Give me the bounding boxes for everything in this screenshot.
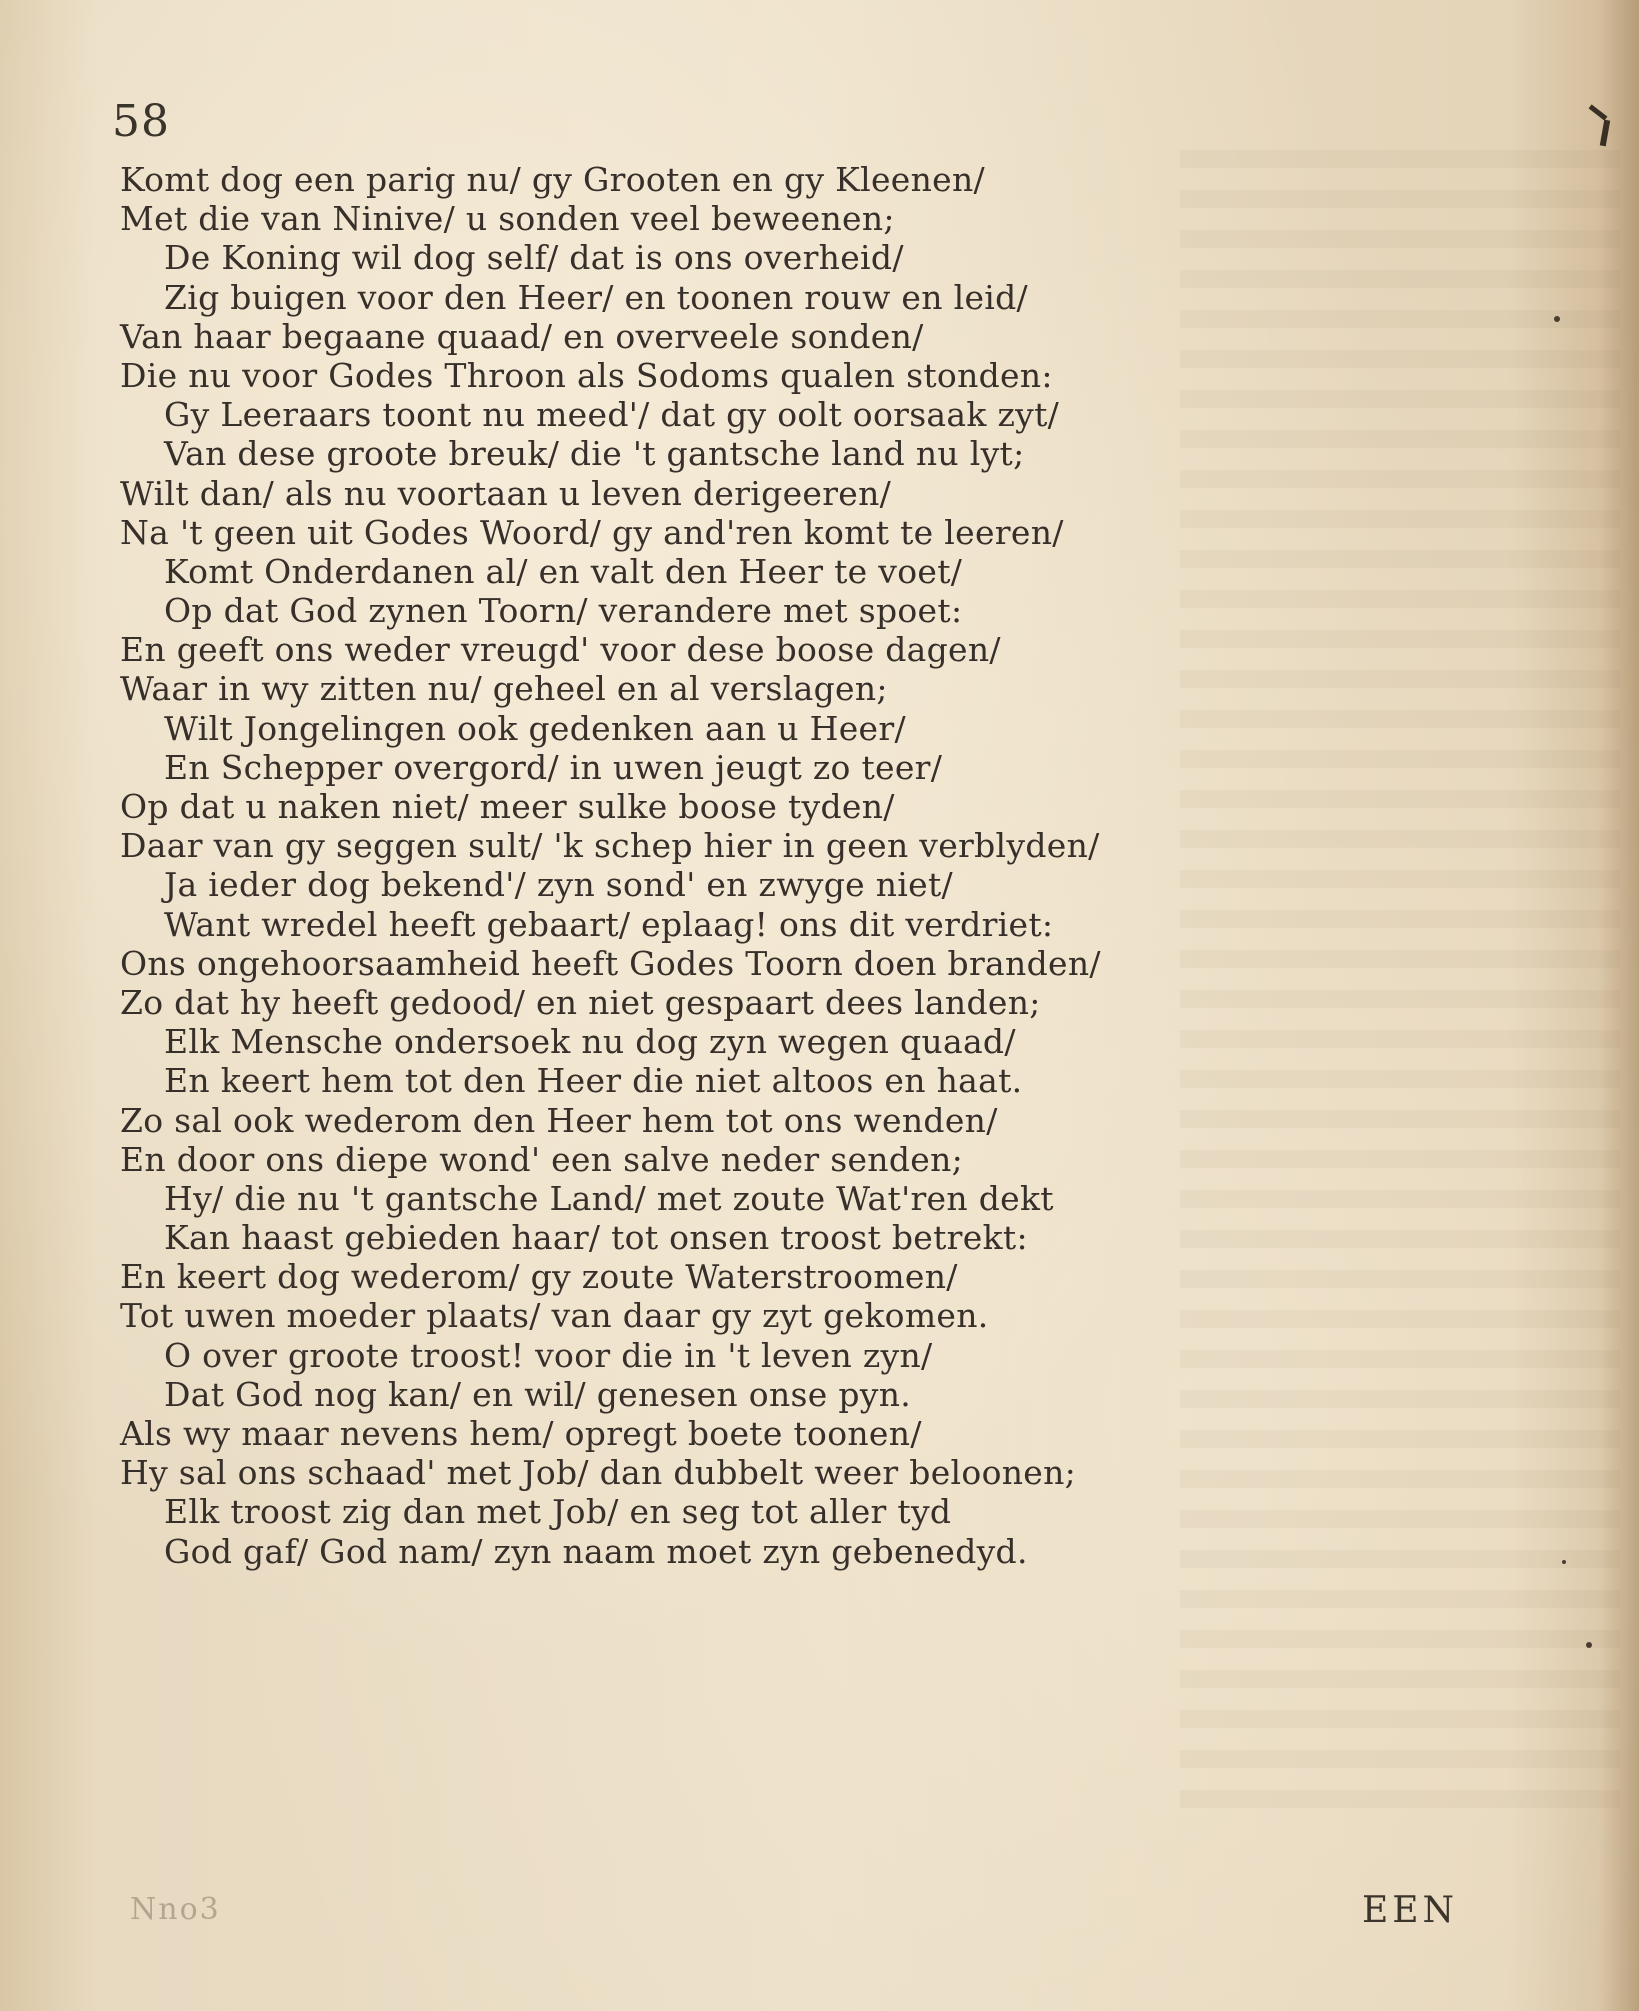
poem-line: Elk troost zig dan met Job/ en seg tot aller tyd	[164, 1492, 952, 1532]
poem-line: O over groote troost! voor die in 't leven zyn/	[164, 1335, 933, 1375]
poem-line: Waar in wy zitten nu/ geheel en al verslagen;	[120, 669, 888, 709]
poem-line: Komt dog een parig nu/ gy Grooten en gy Kleenen/	[120, 160, 985, 199]
poem-line: Hy sal ons schaad' met Job/ dan dubbelt weer beloonen;	[120, 1453, 1077, 1493]
poem-line: En Schepper overgord/ in uwen jeugt zo teer/	[164, 747, 943, 787]
poem-line: Na 't geen uit Godes Woord/ gy and'ren komt te leeren/	[120, 512, 1064, 552]
ink-spot	[1586, 1642, 1592, 1648]
show-through-text	[1180, 150, 1620, 1810]
ink-spot	[1562, 1560, 1566, 1564]
poem-line: Van dese groote breuk/ die 't gantsche land nu lyt;	[164, 434, 1025, 474]
poem-line: Van haar begaane quaad/ en overveele sonden/	[120, 316, 924, 356]
poem-line: De Koning wil dog self/ dat is ons overheid/	[164, 238, 904, 278]
poem-line: Elk Mensche ondersoek nu dog zyn wegen quaad/	[164, 1022, 1016, 1062]
poem-line: Zo dat hy heeft gedood/ en niet gespaart dees landen;	[120, 982, 1041, 1022]
poem-line: Op dat u naken niet/ meer sulke boose tyden/	[120, 787, 895, 826]
poem-line: Ja ieder dog bekend'/ zyn sond' en zwyge niet/	[164, 865, 953, 905]
poem-line: Hy/ die nu 't gantsche Land/ met zoute Wat'ren dekt	[164, 1178, 1054, 1218]
poem-line: God gaf/ God nam/ zyn naam moet zyn gebenedyd.	[164, 1531, 1028, 1571]
poem-line: En geeft ons weder vreugd' voor dese boose dagen/	[120, 630, 1001, 670]
poem-line: Kan haast gebieden haar/ tot onsen troost betrekt:	[164, 1218, 1028, 1258]
page-number: 58	[112, 96, 170, 147]
poem-line: Ons ongehoorsaamheid heeft Godes Toorn doen branden/	[120, 943, 1101, 983]
poem-line: En door ons diepe wond' een salve neder senden;	[120, 1139, 964, 1179]
catchword: EEN	[1362, 1890, 1459, 1931]
poem-line: Tot uwen moeder plaats/ van daar gy zyt gekomen.	[120, 1296, 989, 1336]
ink-spot	[1554, 316, 1560, 322]
poem-line: Want wredel heeft gebaart/ eplaag! ons dit verdriet:	[164, 904, 1054, 944]
poem-line: Gy Leeraars toont nu meed'/ dat gy oolt oorsaak zyt/	[164, 395, 1060, 435]
poem-text	[120, 160, 1200, 1571]
page-edge-shadow	[1599, 0, 1639, 2011]
poem-line: Zo sal ook wederom den Heer hem tot ons wenden/	[120, 1100, 998, 1140]
poem-line: Komt Onderdanen al/ en valt den Heer te voet/	[164, 551, 963, 591]
poem-line: Met die van Ninive/ u sonden veel beweenen;	[120, 199, 895, 239]
signature-mark: Nno3	[130, 1892, 221, 1927]
poem-line: En keert hem tot den Heer die niet altoos en haat.	[164, 1061, 1023, 1101]
poem-line: Als wy maar nevens hem/ opregt boete toonen/	[120, 1414, 922, 1453]
poem-line: Op dat God zynen Toorn/ verandere met spoet:	[164, 591, 963, 631]
poem-line: Dat God nog kan/ en wil/ genesen onse pyn.	[164, 1374, 912, 1414]
poem-line: Wilt dan/ als nu voortaan u leven derigeeren/	[120, 473, 892, 513]
poem-line: Die nu voor Godes Throon als Sodoms qualen stonden:	[120, 355, 1053, 395]
poem-line: En keert dog wederom/ gy zoute Waterstroomen/	[120, 1257, 958, 1297]
poem-line: Daar van gy seggen sult/ 'k schep hier in geen verblyden/	[120, 826, 1100, 866]
poem-line: Wilt Jongelingen ook gedenken aan u Heer/	[164, 708, 906, 748]
poem-line: Zig buigen voor den Heer/ en toonen rouw en leid/	[164, 277, 1028, 317]
